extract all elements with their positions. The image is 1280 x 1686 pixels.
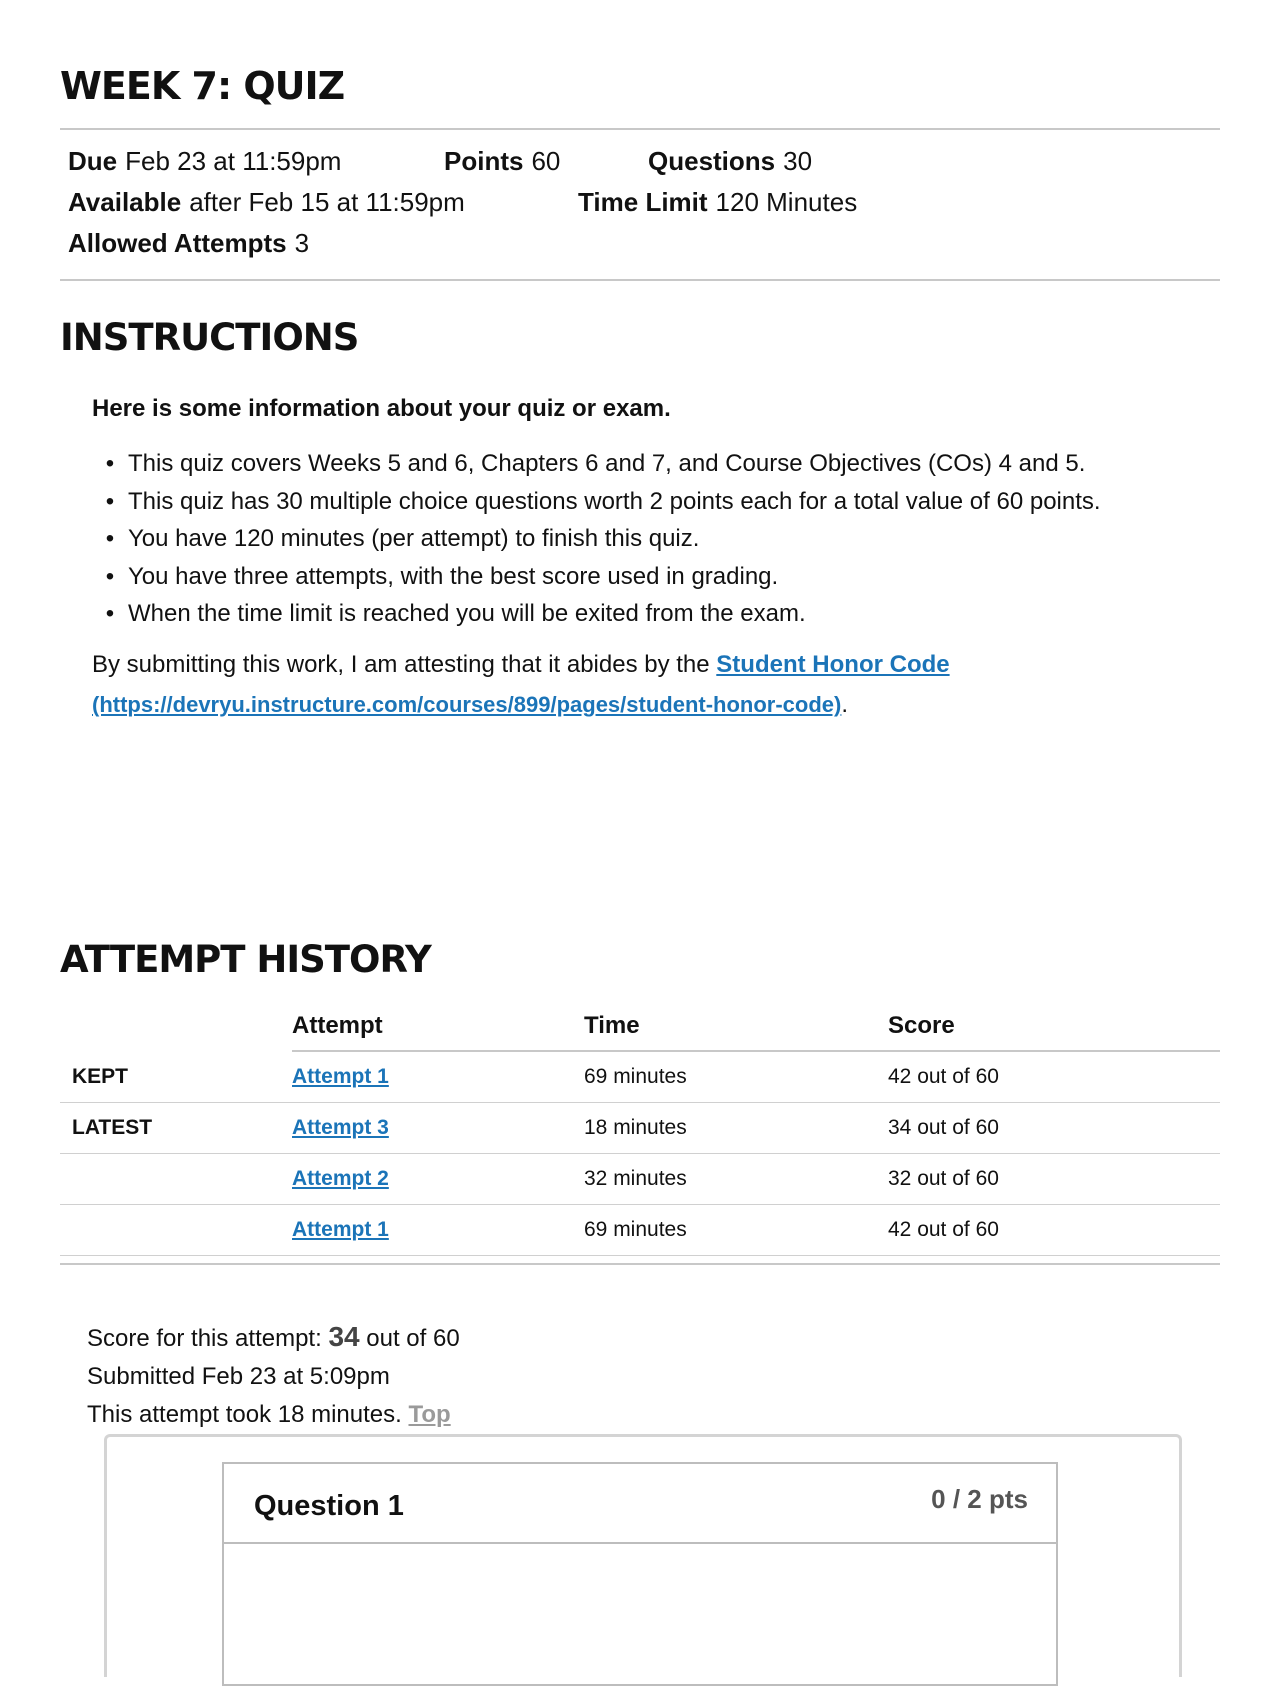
honor-code-url-link[interactable]: (https://devryu.instructure.com/courses/899/pages/student-honor-code) <box>92 692 842 717</box>
honor-statement <box>92 645 1172 725</box>
column-header-score: Score <box>888 1002 1220 1051</box>
table-row <box>60 1205 1220 1256</box>
list-item: • You have three attempts, with the best score used in grading. <box>92 558 1101 596</box>
attempts-value: 3 <box>294 228 310 258</box>
questions-info <box>648 146 812 177</box>
points-label: Points <box>444 146 524 176</box>
row-status-label <box>60 1205 292 1256</box>
attempt-history-table <box>60 1002 1220 1256</box>
available-info <box>68 187 578 218</box>
column-header-time: Time <box>584 1002 888 1051</box>
questions-label: Questions <box>648 146 776 176</box>
question-points: 0 / 2 pts <box>931 1484 1028 1514</box>
table-header-blank <box>60 1002 292 1051</box>
question-title: Question 1 <box>254 1490 404 1522</box>
attempts-info <box>68 228 309 259</box>
time-limit-label: Time Limit <box>578 187 708 217</box>
attempt-link[interactable]: Attempt 3 <box>292 1116 389 1139</box>
row-status-label <box>60 1154 292 1205</box>
duration-line: This attempt took 18 minutes. Top <box>87 1401 451 1428</box>
list-item: • This quiz covers Weeks 5 and 6, Chapters 6 and 7, and Course Objectives (COs) 4 and 5. <box>92 445 1101 483</box>
instructions-heading: INSTRUCTIONS <box>60 316 359 359</box>
attempt-history-heading: ATTEMPT HISTORY <box>60 938 431 981</box>
question-card <box>222 1462 1058 1686</box>
instructions-list <box>92 445 1101 633</box>
row-status-label: KEPT <box>60 1051 292 1103</box>
table-header-row <box>60 1002 1220 1051</box>
attempt-time: 69 minutes <box>584 1205 888 1256</box>
time-limit-value: 120 Minutes <box>715 187 858 217</box>
quiz-meta-row-1 <box>68 146 812 177</box>
list-item: • You have 120 minutes (per attempt) to finish this quiz. <box>92 520 1101 558</box>
attempt-link[interactable]: Attempt 1 <box>292 1065 389 1088</box>
available-value: after Feb 15 at 11:59pm <box>189 187 465 217</box>
attempt-score: 32 out of 60 <box>888 1154 1220 1205</box>
attempt-time: 18 minutes <box>584 1103 888 1154</box>
divider <box>60 128 1220 130</box>
table-row <box>60 1154 1220 1205</box>
quiz-meta-row-2 <box>68 187 857 218</box>
divider <box>60 1263 1220 1265</box>
due-info <box>68 146 444 177</box>
score-line: Score for this attempt: 34 out of 60 <box>87 1321 460 1352</box>
table-row <box>60 1051 1220 1103</box>
due-value: Feb 23 at 11:59pm <box>125 146 342 176</box>
attempt-score: 42 out of 60 <box>888 1205 1220 1256</box>
honor-code-link[interactable]: Student Honor Code <box>716 651 950 678</box>
attempt-summary <box>87 1318 460 1434</box>
quiz-meta-row-3 <box>68 228 309 259</box>
honor-suffix: . <box>841 691 849 718</box>
attempt-score: 34 out of 60 <box>888 1103 1220 1154</box>
attempt-time: 69 minutes <box>584 1051 888 1103</box>
attempt-time: 32 minutes <box>584 1154 888 1205</box>
points-value: 60 <box>531 146 561 176</box>
divider <box>60 279 1220 281</box>
bullet-icon: • <box>105 450 115 477</box>
bullet-icon: • <box>105 487 115 515</box>
attempt-score: 42 out of 60 <box>888 1051 1220 1103</box>
score-value: 34 <box>328 1321 360 1352</box>
bullet-icon: • <box>105 562 115 590</box>
attempt-link[interactable]: Attempt 2 <box>292 1167 389 1190</box>
page-title: WEEK 7: QUIZ <box>60 64 345 108</box>
points-info <box>444 146 648 177</box>
list-item: • When the time limit is reached you will be exited from the exam. <box>92 595 1101 633</box>
bullet-icon: • <box>105 525 115 552</box>
question-header <box>224 1464 1056 1544</box>
instructions-intro: Here is some information about your quiz or exam. <box>92 395 671 422</box>
row-status-label: LATEST <box>60 1103 292 1154</box>
questions-value: 30 <box>783 146 813 176</box>
attempt-link[interactable]: Attempt 1 <box>292 1218 389 1241</box>
table-row <box>60 1103 1220 1154</box>
available-label: Available <box>68 187 182 217</box>
attempts-label: Allowed Attempts <box>68 228 287 258</box>
bullet-icon: • <box>105 600 115 627</box>
column-header-attempt: Attempt <box>292 1002 584 1051</box>
list-item: • This quiz has 30 multiple choice questions worth 2 points each for a total value of 60 points. <box>92 483 1101 521</box>
time-limit-info <box>578 187 857 218</box>
submitted-line: Submitted Feb 23 at 5:09pm <box>87 1363 390 1390</box>
top-link[interactable]: Top <box>408 1401 451 1428</box>
honor-prefix: By submitting this work, I am attesting that it abides by the <box>92 651 710 678</box>
due-label: Due <box>68 146 118 176</box>
